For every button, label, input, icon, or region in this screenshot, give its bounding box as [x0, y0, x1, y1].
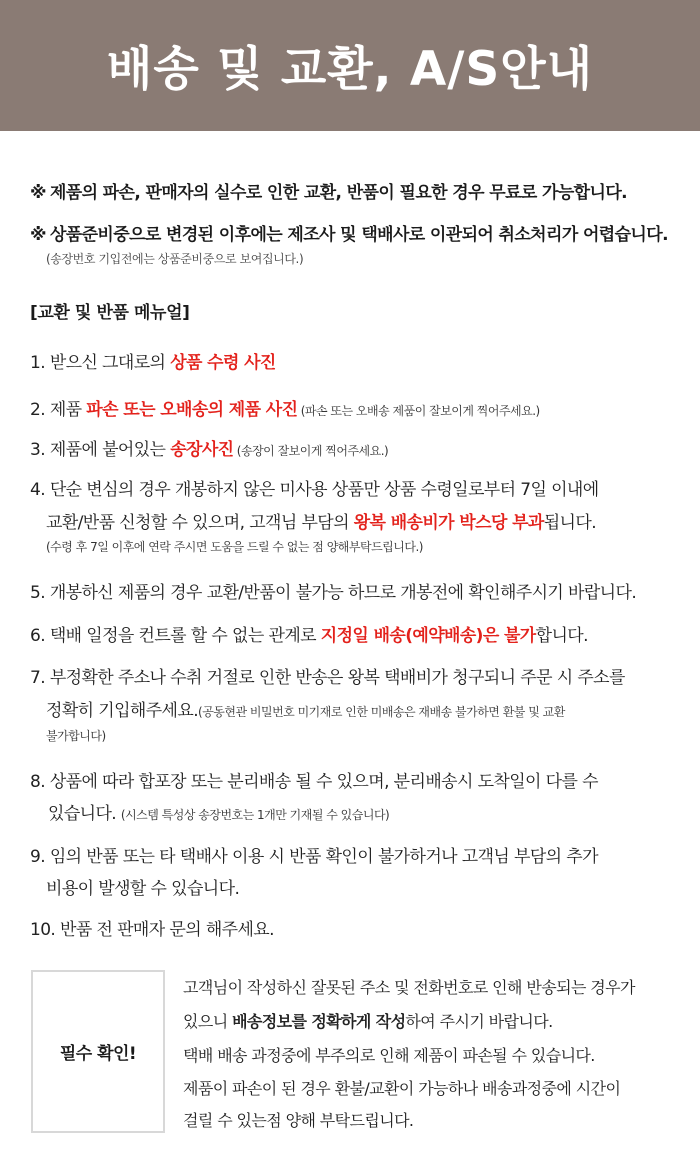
notice-text: 제품의 파손, 판매자의 실수로 인한 교환, 반품이 필요한 경우 무료로 가능합니다.: [49, 183, 627, 203]
manual-item-8: 8. 상품에 따라 합포장 또는 분리배송 될 수 있으며, 분리배송시 도착일이 다를 수: [30, 772, 598, 792]
manual-item-6: 6. 택배 일정을 컨트롤 할 수 없는 관계로 지정일 배송(예약배송)은 불가합니다.: [30, 626, 588, 646]
notice-text: 상품준비중으로 변경된 이후에는 제조사 및 택배사로 이관되어 취소처리가 어렵습니다.: [49, 225, 668, 245]
highlight-text: 상품 수령 사진: [170, 353, 276, 373]
manual-item-9-line2: 비용이 발생할 수 있습니다.: [46, 879, 240, 899]
highlight-text: 송장사진: [170, 440, 234, 460]
notice-free-return: [30, 178, 627, 203]
header-banner: [0, 0, 700, 131]
manual-item-9: 9. 임의 반품 또는 타 택배사 이용 시 반품 확인이 불가하거나 고객님 부담의 추가: [30, 847, 598, 867]
manual-item-7: 7. 부정확한 주소나 수취 거절로 인한 반송은 왕복 택배비가 청구되니 주문 시 주소를: [30, 668, 625, 688]
reference-mark-icon: ※: [30, 225, 46, 245]
manual-item-2: 2. 제품 파손 또는 오배송의 제품 사진 (파손 또는 오배송 제품이 잘보이게 찍어주세요.): [30, 400, 540, 420]
highlight-text: 왕복 배송비가 박스당 부과: [353, 513, 544, 533]
manual-item-4-line2: 교환/반품 신청할 수 있으며, 고객님 부담의 왕복 배송비가 박스당 부과됩니다.: [46, 513, 597, 533]
required-confirm-label: 필수 확인!: [59, 1044, 137, 1064]
page-title: 배송 및 교환, A/S안내: [106, 42, 594, 97]
confirm-line-5: 걸릴 수 있는점 양해 부탁드립니다.: [183, 1111, 414, 1130]
highlight-text: 지정일 배송(예약배송)은 불가: [320, 626, 536, 646]
required-confirm-box: [31, 970, 165, 1133]
manual-item-1: 1. 받으신 그대로의 상품 수령 사진: [30, 353, 276, 373]
highlight-text: 파손 또는 오배송의 제품 사진: [86, 400, 298, 420]
confirm-line-2: 있으니 배송정보를 정확하게 작성하여 주시기 바랍니다.: [183, 1012, 553, 1031]
confirm-line-4: 제품이 파손이 된 경우 환불/교환이 가능하나 배송과정중에 시간이: [183, 1079, 621, 1098]
manual-item-4-note: (수령 후 7일 이후에 연락 주시면 도움을 드릴 수 없는 점 양해부탁드립니다.): [46, 540, 423, 554]
bold-text: 배송정보를 정확하게 작성: [232, 1012, 406, 1031]
manual-item-10: 10. 반품 전 판매자 문의 해주세요.: [30, 920, 274, 940]
manual-item-5: 5. 개봉하신 제품의 경우 교환/반품이 불가능 하므로 개봉전에 확인해주시기 바랍니다.: [30, 583, 637, 603]
notice-subtext: (송장번호 기입전에는 상품준비중으로 보여집니다.): [46, 252, 304, 266]
manual-item-7-line2: 정확히 기입해주세요.(공동현관 비밀번호 미기재로 인한 미배송은 재배송 불가하면 환불 및 교환: [46, 701, 565, 721]
manual-item-4: 4. 단순 변심의 경우 개봉하지 않은 미사용 상품만 상품 수령일로부터 7일 이내에: [30, 480, 599, 500]
manual-item-7-note: 불가합니다): [46, 729, 106, 743]
manual-item-8-line2: 있습니다. (시스템 특성상 송장번호는 1개만 기재될 수 있습니다): [48, 804, 390, 824]
confirm-line-1: 고객님이 작성하신 잘못된 주소 및 전화번호로 인해 반송되는 경우가: [183, 978, 635, 997]
reference-mark-icon: ※: [30, 183, 46, 203]
notice-cancel-restriction: [30, 220, 668, 245]
confirm-line-3: 택배 배송 과정중에 부주의로 인해 제품이 파손될 수 있습니다.: [183, 1046, 595, 1065]
section-title: [교환 및 반품 메뉴얼]: [30, 303, 190, 323]
manual-item-3: 3. 제품에 붙어있는 송장사진 (송장이 잘보이게 찍어주세요.): [30, 440, 389, 460]
